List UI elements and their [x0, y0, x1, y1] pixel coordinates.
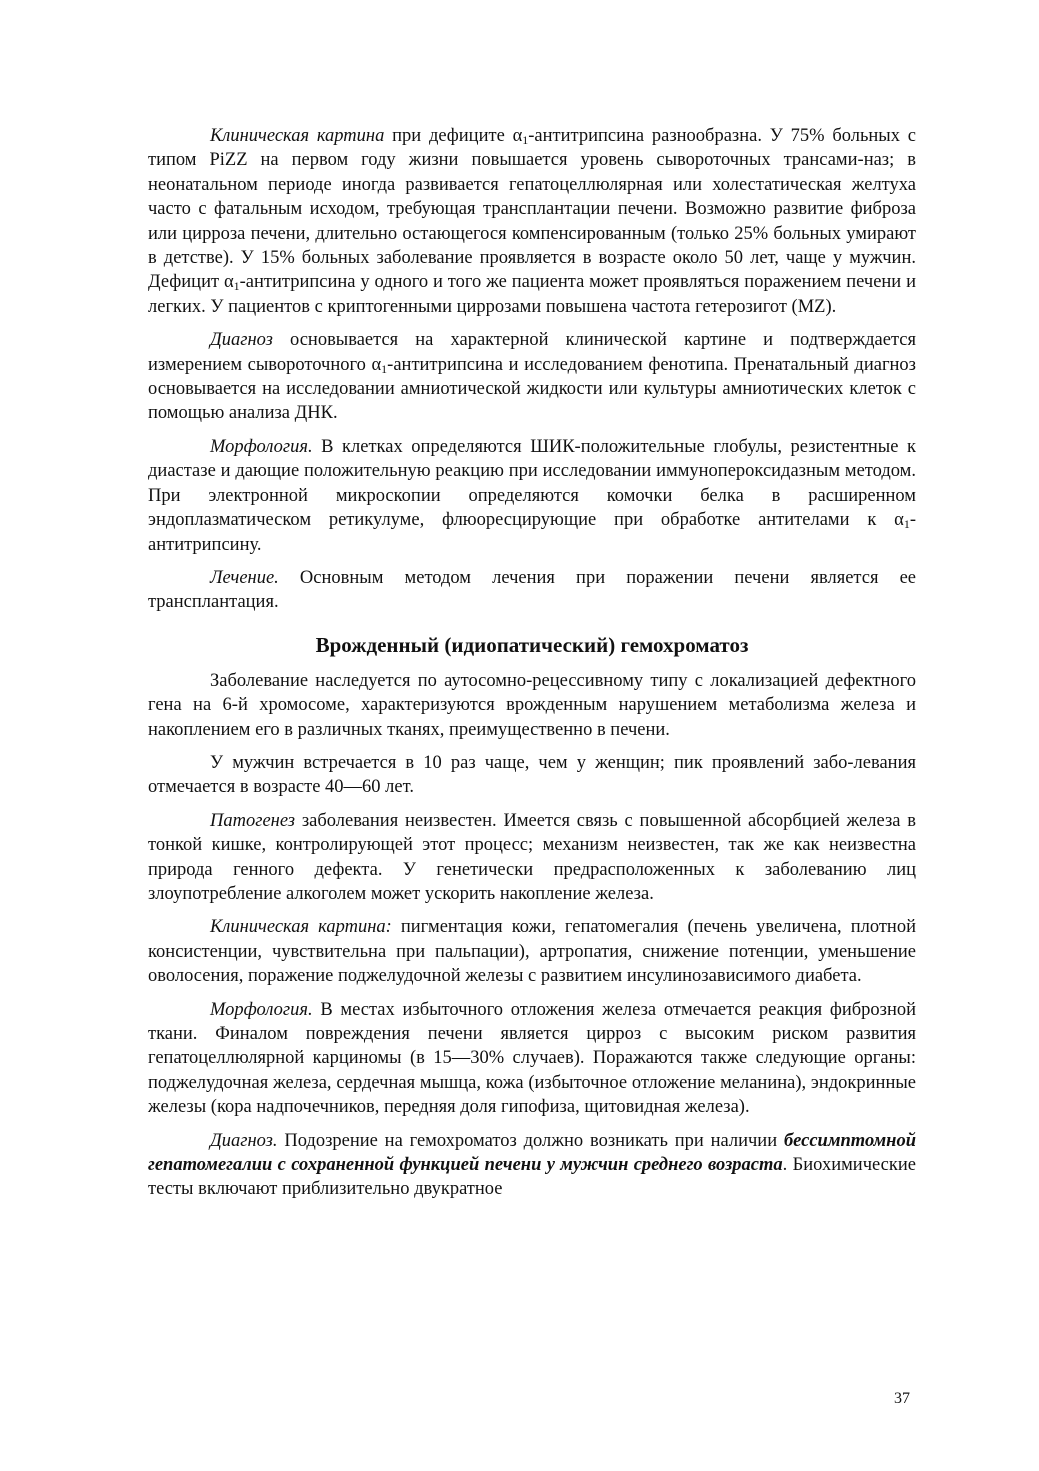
subscript: 1 [522, 133, 529, 147]
paragraph-text: В клетках определяются ШИК-положительные глобулы, резистентные к диастазе и дающие положительную реакцию при исследовании иммунопероксидазным методом. При электронной микроскопии определяются комочки белка в расширенном эндоплазматическом ретикулуме, флюоресцирующие при обработке антителами к [148, 436, 916, 531]
subscript: 1 [381, 361, 388, 376]
paragraph-text: -антитрипсина и исследованием фенотипа. Пренатальный диагноз основывается на исследовании амниотической жидкости или культуры амниотических клеток с помощью анализа ДНК. [148, 354, 916, 424]
paragraph-lead: Клиническая картина: [210, 917, 392, 938]
paragraph-lead: Патогенез [210, 810, 296, 831]
paragraph-text: Подозрение на гемохроматоз должно возникать при наличии [277, 1130, 784, 1151]
paragraph-text: заболевания неизвестен. Имеется связь с повышенной абсорбцией железа в тонкой кишке, контролирующей этот процесс; механизм неизвестен, так же как неизвестна природа генного дефекта. У генетически предрасположенных к заболеванию лиц злоупотребление алкоголем может ускорить накопление железа. [148, 810, 916, 904]
paragraph-clinical-picture-hemochromatosis [148, 915, 916, 988]
paragraph-text: -антитрипсина разнообразна. У 75% больных с типом PiZZ на первом году жизни повышается уровень сывороточных трансами-наз; в неонатальном периоде иногда развивается гепатоцеллюлярная или холестатическая желтуха часто с фатальным исходом, требующая трансплантации печени. Возможно развитие фиброза или цирроза печени, длительно остающегося компенсированным (только 25% больных умирают в детстве). У 15% больных заболевание проявляется в возрасте около 50 лет, чаще у мужчин. Дефицит [148, 126, 916, 293]
paragraph-lead: Лечение. [210, 567, 279, 588]
paragraph-epidemiology [148, 751, 916, 800]
paragraph-lead: Морфология. [210, 436, 313, 457]
paragraph-lead: Диагноз. [210, 1130, 278, 1151]
paragraph-treatment-a1at [148, 566, 916, 615]
paragraph-text: основывается на характерной клинической картине и подтверждается измерением сывороточного [148, 330, 916, 375]
paragraph-text: -антитрипсину. [148, 510, 916, 555]
emphasis-text: бессимптомной гепатомегалии с сохраненной функцией печени у мужчин среднего возраста [148, 1130, 916, 1176]
paragraph-morphology-hemochromatosis [148, 998, 916, 1120]
paragraph-lead: Морфология. [210, 999, 313, 1020]
subscript: 1 [233, 279, 240, 294]
subscript: 1 [903, 517, 910, 532]
paragraph-morphology-a1at [148, 435, 916, 557]
paragraph-clinical-picture-a1at [148, 124, 916, 319]
paragraph-text: Заболевание наследуется по аутосомно-рецессивному типу с локализацией дефектного гена на 6-й хромосоме, характеризуются врожденным нарушением метаболизма железа и накоплением его в различных тканях, преимущественно в печени. [148, 670, 916, 740]
paragraph-text: Основным методом лечения при поражении печени является ее трансплантация. [148, 567, 916, 613]
paragraph-text: В местах избыточного отложения железа отмечается реакция фиброзной ткани. Финалом повреждения печени является цирроз с высоким риском развития гепатоцеллюлярной карциномы (в 15—30% случаев). Поражаются также следующие органы: поджелудочная железа, сердечная мышца, кожа (избыточное отложение меланина), эндокринные железы (кора надпочечников, передняя доля гипофиза, щитовидная железа). [148, 999, 916, 1118]
section-heading: Врожденный (идиопатический) гемохроматоз [315, 632, 749, 657]
paragraph-text: . Биохимические тесты включают приблизительно двукратное [148, 1155, 916, 1200]
document-page [148, 124, 916, 1211]
paragraph-text: -антитрипсина у одного и того же пациента может проявляться поражением печени и легких. У пациентов с криптогенными циррозами повышена частота гетерозигот (MZ). [148, 272, 916, 317]
page-number: 37 [894, 1390, 910, 1407]
paragraph-lead: Диагноз [210, 330, 273, 351]
paragraph-inheritance [148, 669, 916, 742]
paragraph-diagnosis-hemochromatosis [148, 1129, 916, 1202]
paragraph-diagnosis-a1at [148, 328, 916, 426]
paragraph-text: пигментация кожи, гепатомегалия (печень увеличена, плотной консистенции, чувствительна при пальпации), артропатия, снижение потенции, уменьшение оволосения, поражение поджелудочной железы с развитием инсулинозависимого диабета. [148, 917, 916, 987]
alpha-symbol: α [223, 272, 234, 293]
paragraph-lead: Клиническая картина [210, 126, 385, 146]
paragraph-text: У мужчин встречается в 10 раз чаще, чем у женщин; пик проявлений забо-левания отмечается в возрасте 40—60 лет. [148, 752, 916, 798]
paragraph-text: при дефиците [384, 126, 513, 146]
alpha-symbol: α [894, 510, 904, 531]
paragraph-pathogenesis [148, 809, 916, 907]
alpha-symbol: α [371, 354, 382, 375]
alpha-symbol: α [512, 126, 523, 146]
